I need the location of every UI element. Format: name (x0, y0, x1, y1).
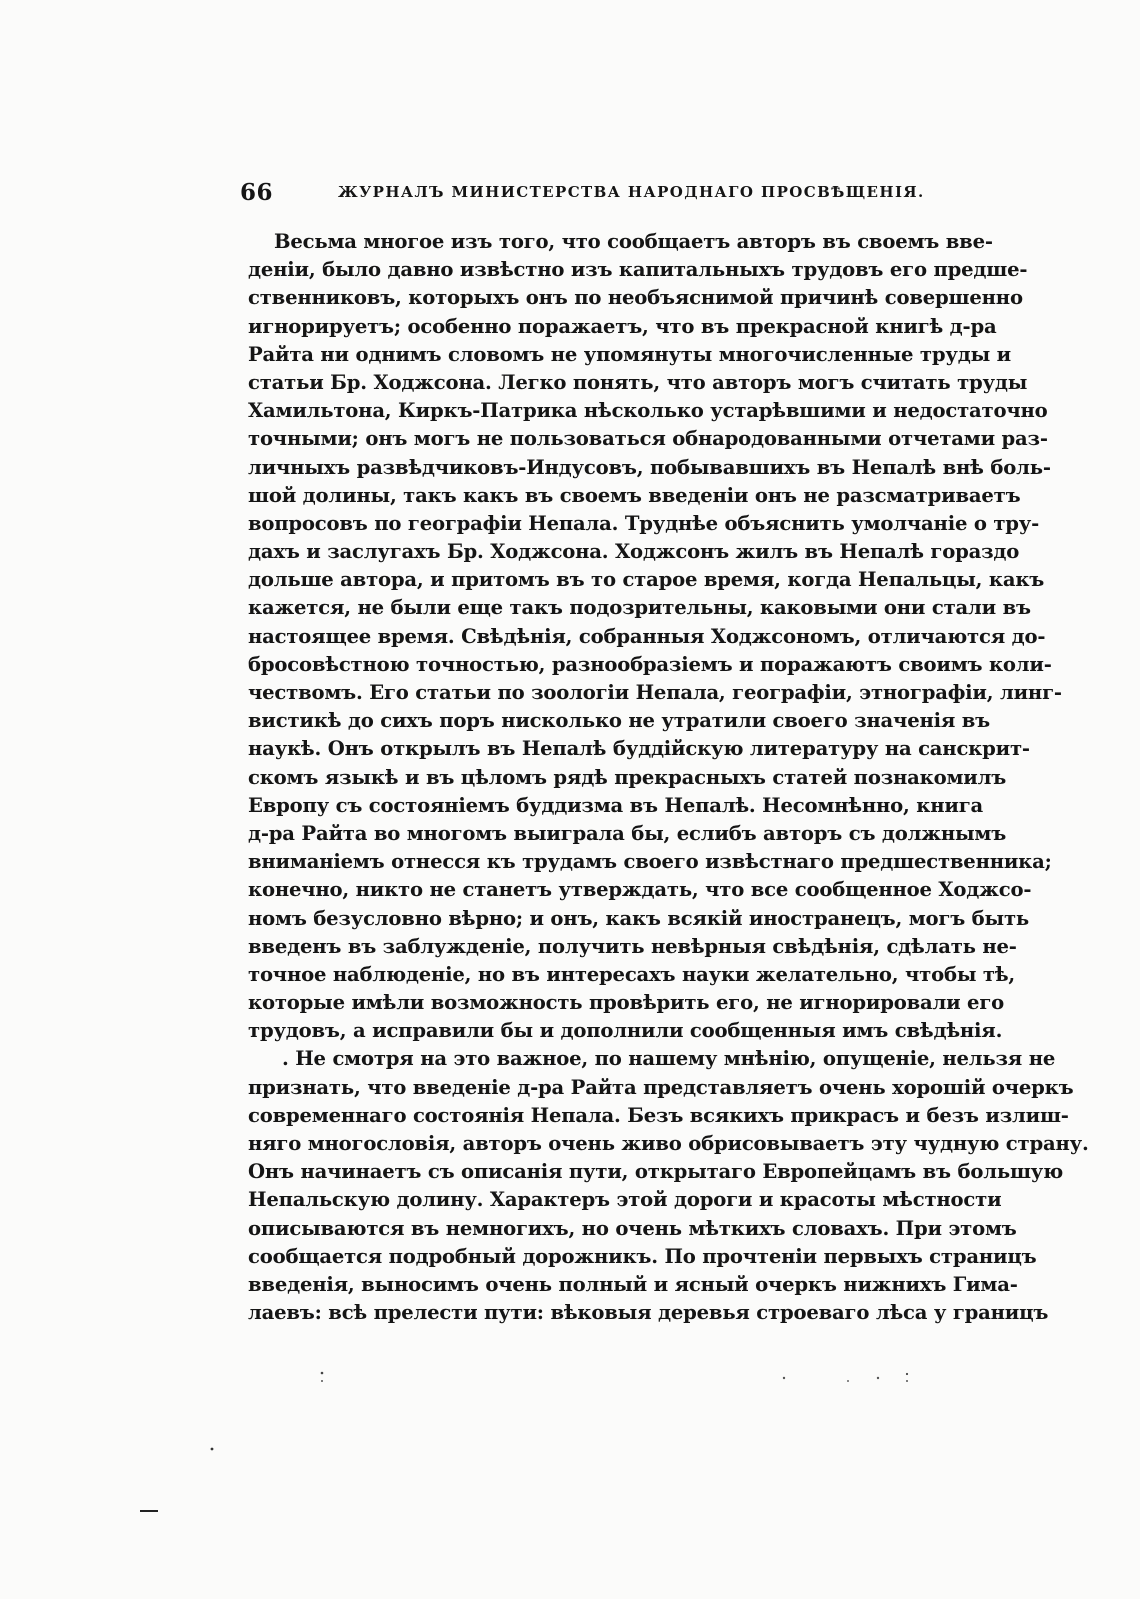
text-line: Хамильтона, Киркъ-Патрика нѣсколько устарѣвшими и недостаточно (248, 399, 1048, 423)
text-line: которые имѣли возможность провѣрить его, не игнорировали его (248, 991, 1005, 1015)
text-line: признать, что введеніе д-ра Райта представляетъ очень хорошій очеркъ (248, 1075, 1074, 1099)
running-head: ЖУРНАЛЪ МИНИСТЕРСТВА НАРОДНАГО ПРОСВѢЩЕНІЯ. (338, 183, 925, 201)
text-line: номъ безусловно вѣрно; и онъ, какъ всякій иностранецъ, могъ быть (248, 906, 1029, 930)
text-line: точными; онъ могъ не пользоваться обнародованными отчетами раз- (248, 427, 1048, 451)
text-line: трудовъ, а исправили бы и дополнили сообщенныя имъ свѣдѣнія. (248, 1019, 1003, 1043)
text-line: описываются въ немногихъ, но очень мѣткихъ словахъ. При этомъ (248, 1216, 1017, 1240)
scan-speck (321, 1372, 324, 1375)
text-line: няго многословія, авторъ очень живо обрисовываетъ эту чудную страну. (248, 1132, 1089, 1155)
text-line: Непальскую долину. Характеръ этой дороги и красоты мѣстности (248, 1188, 1002, 1212)
text-line: вниманіемъ отнесся къ трудамъ своего извѣстнаго предшественника; (248, 850, 1052, 874)
text-line: д-ра Райта во многомъ выиграла бы, еслибъ авторъ съ должнымъ (248, 821, 1007, 845)
scan-speck (877, 1377, 879, 1379)
text-line: деніи, было давно извѣстно изъ капитальныхъ трудовъ его предше- (248, 258, 1028, 282)
text-line: сообщается подробный дорожникъ. По прочтеніи первыхъ страницъ (248, 1244, 1037, 1268)
text-line: точное наблюденіе, но въ интересахъ науки желательно, чтобы тѣ, (248, 962, 1016, 986)
scan-speck (783, 1377, 785, 1379)
text-line: . Не смотря на это важное, по нашему мнѣнію, опущеніе, нельзя не (282, 1047, 1056, 1071)
text-line: личныхъ развѣдчиковъ-Индусовъ, побывавшихъ въ Непалѣ внѣ боль- (248, 455, 1051, 479)
scan-speck (906, 1373, 908, 1375)
text-line: лаевъ: всѣ прелести пути: вѣковыя деревья строеваго лѣса у границъ (248, 1301, 1049, 1325)
text-line: современнаго состоянія Непала. Безъ всякихъ прикрасъ и безъ излиш- (248, 1103, 1069, 1127)
text-line: введенія, выносимъ очень полный и ясный очеркъ нижнихъ Гима- (248, 1272, 1018, 1296)
text-line: дахъ и заслугахъ Бр. Ходжсона. Ходжсонъ жилъ въ Непалѣ гораздо (248, 540, 1020, 564)
page-header (240, 179, 960, 213)
text-line: бросовѣстною точностью, разнообразіемъ и поражаютъ своимъ коли- (248, 652, 1052, 676)
text-line: чествомъ. Его статьи по зоологіи Непала, географіи, этнографіи, линг- (248, 681, 1062, 704)
text-line: наукѣ. Онъ открылъ въ Непалѣ буддійскую литературу на санскрит- (248, 737, 1030, 761)
text-line: Онъ начинаетъ съ описанія пути, открытаго Европейцамъ въ большую (248, 1160, 1064, 1184)
text-line: статьи Бр. Ходжсона. Легко понять, что авторъ могъ считать труды (248, 370, 1028, 394)
page-number: 66 (240, 179, 274, 206)
text-line: вопросовъ по географіи Непала. Труднѣе объяснить умолчаніе о тру- (248, 511, 1040, 535)
text-line: вистикѣ до сихъ поръ нисколько не утратили своего значенія въ (248, 709, 990, 733)
text-line: скомъ языкѣ и въ цѣломъ рядѣ прекрасныхъ статей познакомилъ (248, 765, 1007, 789)
text-line: игнорируетъ; особенно поражаетъ, что въ прекрасной книгѣ д-ра (248, 314, 997, 338)
scan-speck (906, 1380, 908, 1382)
scan-speck (847, 1380, 849, 1382)
text-line: введенъ въ заблужденіе, получить невѣрныя свѣдѣнія, сдѣлать не- (248, 934, 1017, 958)
body-text (248, 228, 1089, 1327)
text-line: кажется, не были еще такъ подозрительны, каковыми они стали въ (248, 596, 1031, 620)
paragraph-1 (248, 228, 1062, 1045)
text-line: шой долины, такъ какъ въ своемъ введеніи онъ не разсматриваетъ (248, 483, 1021, 507)
scan-speck (321, 1380, 323, 1382)
text-line: ственниковъ, которыхъ онъ по необъяснимой причинѣ совершенно (248, 286, 1023, 310)
text-line: настоящее время. Свѣдѣнія, собранныя Ходжсономъ, отличаются до- (248, 624, 1046, 648)
text-line: Райта ни однимъ словомъ не упомянуты многочисленные труды и (248, 342, 1011, 366)
text-line: дольше автора, и притомъ въ то старое время, когда Непальцы, какъ (248, 568, 1045, 592)
text-line: Весьма многое изъ того, что сообщаетъ авторъ въ своемъ вве- (274, 230, 993, 253)
scan-speck (211, 1448, 214, 1451)
paragraph-2 (248, 1045, 1089, 1327)
text-line: конечно, никто не станетъ утверждать, что все сообщенное Ходжсо- (248, 878, 1032, 902)
text-line: Европу съ состояніемъ буддизма въ Непалѣ. Несомнѣнно, книга (248, 793, 984, 817)
scan-dash (140, 1510, 158, 1512)
